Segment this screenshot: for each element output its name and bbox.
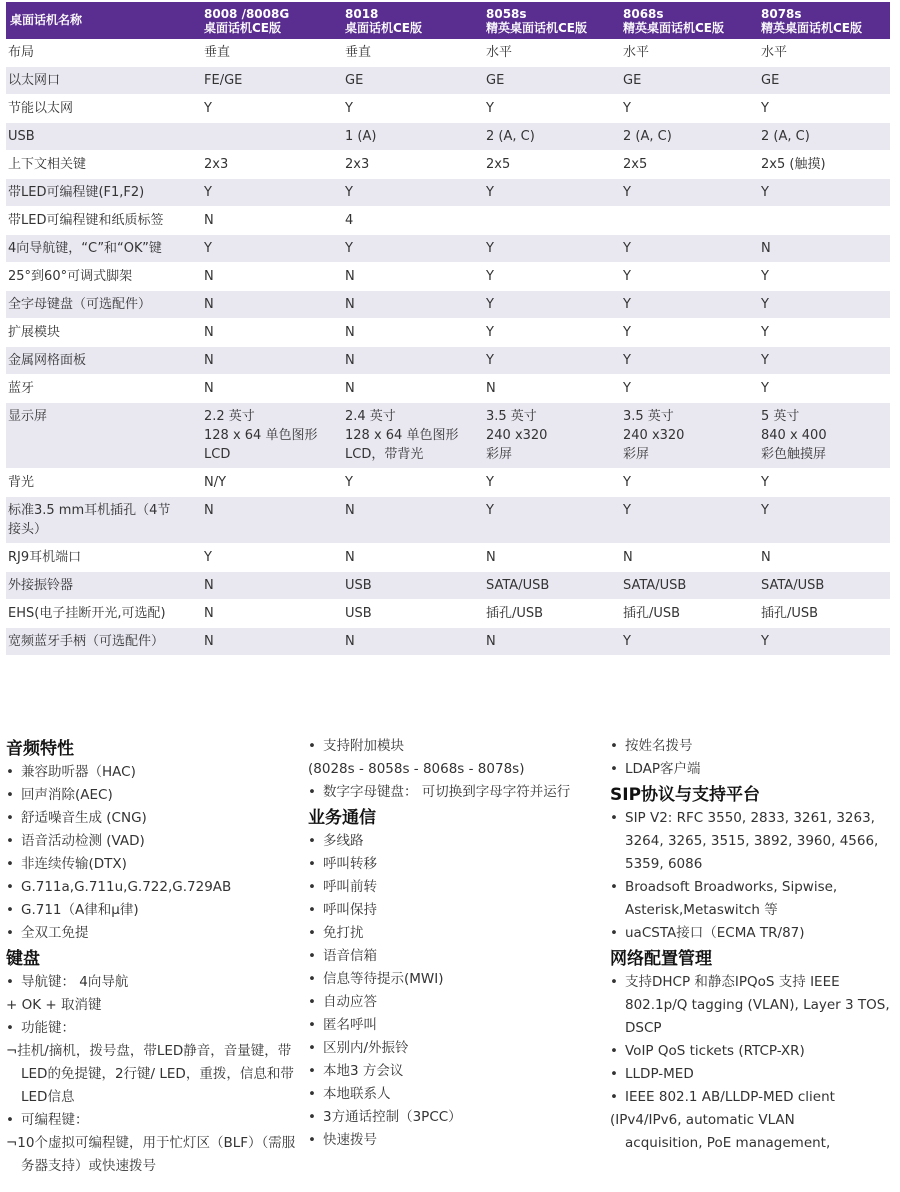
table-row xyxy=(6,67,890,95)
table-cell: N xyxy=(341,544,482,572)
bullet: • xyxy=(308,879,316,895)
list-item-text: 回声消除(AEC) xyxy=(21,787,113,803)
table-cell: 2 (A, C) xyxy=(619,123,757,151)
table-cell: 水平 xyxy=(619,39,757,67)
table-cell: Y xyxy=(200,179,341,207)
table-cell: N xyxy=(341,347,482,375)
list-item xyxy=(308,1083,600,1106)
table-row xyxy=(6,95,890,123)
list-item xyxy=(610,1040,892,1063)
list-item-text: G.711（A律和μ律) xyxy=(21,902,139,918)
row-label: 蓝牙 xyxy=(6,375,200,403)
table-cell: N xyxy=(200,263,341,291)
list-item-text: SIP V2: RFC 3550, 2833, 3261, 3263, 3264, 3265, 3515, 3892, 3960, 4566, 5359, 6086 xyxy=(625,810,879,872)
table-cell: 2x5 (触摸) xyxy=(757,151,890,179)
bullet: • xyxy=(6,764,14,780)
addon-models: (8028s - 8058s - 8068s - 8078s) xyxy=(308,761,525,777)
header-line: 精英桌面话机CE版 xyxy=(761,21,863,35)
list-item xyxy=(308,735,600,758)
table-row xyxy=(6,39,890,67)
bullet: • xyxy=(308,925,316,941)
list-item-text: 舒适噪音生成 (CNG) xyxy=(21,810,147,826)
table-cell: Y xyxy=(200,95,341,123)
list-item xyxy=(6,1109,296,1132)
list-item-text: 本地3 方会议 xyxy=(323,1063,404,1079)
table-row xyxy=(6,123,890,151)
list-item xyxy=(6,830,296,853)
bullet: • xyxy=(308,994,316,1010)
bullet: • xyxy=(308,902,316,918)
table-cell: N xyxy=(757,235,890,263)
table-cell: 垂直 xyxy=(200,39,341,67)
table-cell: SATA/USB xyxy=(482,572,619,600)
table-row xyxy=(6,403,890,469)
row-label: 节能以太网 xyxy=(6,95,200,123)
bullet: • xyxy=(308,1132,316,1148)
table-cell: Y xyxy=(757,319,890,347)
table-cell xyxy=(482,207,619,235)
table-cell: Y xyxy=(757,291,890,319)
table-cell: GE xyxy=(482,67,619,95)
list-item xyxy=(6,761,296,784)
table-cell: N xyxy=(200,497,341,544)
table-cell: Y xyxy=(482,347,619,375)
list-item xyxy=(6,899,296,922)
list-item-text: VoIP QoS tickets (RTCP-XR) xyxy=(625,1043,805,1059)
network-tail-line1: (IPv4/IPv6, automatic VLAN xyxy=(610,1112,795,1128)
header-line: 8018 xyxy=(345,7,379,21)
row-label: 带LED可编程键和纸质标签 xyxy=(6,207,200,235)
bullet: • xyxy=(308,738,316,754)
table-cell: 水平 xyxy=(482,39,619,67)
list-item xyxy=(610,876,892,922)
table-cell: 2 (A, C) xyxy=(757,123,890,151)
table-cell: Y xyxy=(482,263,619,291)
network-tail-line2: acquisition, PoE management, xyxy=(625,1135,831,1151)
audio-feature-list xyxy=(6,761,296,945)
table-cell: Y xyxy=(619,179,757,207)
row-label: 带LED可编程键(F1,F2) xyxy=(6,179,200,207)
table-row xyxy=(6,347,890,375)
table-cell: Y xyxy=(619,469,757,497)
table-cell: 1 (A) xyxy=(341,123,482,151)
list-item-text: 多线路 xyxy=(323,833,364,849)
list-item xyxy=(308,899,600,922)
table-cell: Y xyxy=(757,497,890,544)
row-label: 布局 xyxy=(6,39,200,67)
table-header-row xyxy=(6,2,890,39)
list-item-text: 区别内/外振铃 xyxy=(323,1040,409,1056)
row-label: 4向导航键，“C”和“OK”键 xyxy=(6,235,200,263)
table-cell: Y xyxy=(482,469,619,497)
table-cell: SATA/USB xyxy=(757,572,890,600)
table-cell: N xyxy=(200,572,341,600)
list-item xyxy=(308,968,600,991)
table-cell: N xyxy=(341,291,482,319)
table-row xyxy=(6,235,890,263)
table-cell: 2x5 xyxy=(482,151,619,179)
addon-module: 支持附加模块 xyxy=(323,738,404,754)
list-item-text: 信息等待提示(MWI) xyxy=(323,971,444,987)
row-label: 金属网格面板 xyxy=(6,347,200,375)
bullet: • xyxy=(6,1020,14,1036)
table-row xyxy=(6,263,890,291)
table-row xyxy=(6,600,890,628)
table-cell: Y xyxy=(200,544,341,572)
table-cell: 2x3 xyxy=(200,151,341,179)
bullet: • xyxy=(308,784,316,800)
table-cell: FE/GE xyxy=(200,67,341,95)
features-column-1 xyxy=(6,735,296,1178)
business-feature-list xyxy=(308,830,600,1152)
table-cell: Y xyxy=(482,95,619,123)
list-item-text: LLDP-MED xyxy=(625,1066,694,1082)
bullet: • xyxy=(610,1043,618,1059)
table-cell: Y xyxy=(619,319,757,347)
table-cell: N xyxy=(200,600,341,628)
features-column-3 xyxy=(610,735,892,1155)
table-cell: N xyxy=(482,628,619,656)
bullet: • xyxy=(610,1089,618,1105)
list-item-text: 呼叫转移 xyxy=(323,856,377,872)
table-cell: Y xyxy=(619,347,757,375)
row-label: 宽频蓝牙手柄（可选配件） xyxy=(6,628,200,656)
table-cell: N xyxy=(200,347,341,375)
table-cell: Y xyxy=(757,95,890,123)
bullet: • xyxy=(308,1086,316,1102)
bullet: • xyxy=(6,833,14,849)
table-cell: N xyxy=(200,207,341,235)
table-cell: Y xyxy=(482,291,619,319)
table-cell xyxy=(619,207,757,235)
header-cell xyxy=(757,2,890,39)
table-row xyxy=(6,628,890,656)
header-cell xyxy=(341,2,482,39)
list-item-text: G.711a,G.711u,G.722,G.729AB xyxy=(21,879,232,895)
header-line: 桌面话机名称 xyxy=(10,13,83,27)
list-item xyxy=(308,1129,600,1152)
row-label: 25°到60°可调式脚架 xyxy=(6,263,200,291)
row-label: 外接振铃器 xyxy=(6,572,200,600)
bullet: • xyxy=(308,1109,316,1125)
table-cell: Y xyxy=(200,235,341,263)
table-cell: N xyxy=(341,319,482,347)
list-item xyxy=(6,784,296,807)
row-label: 显示屏 xyxy=(6,403,200,469)
row-label: RJ9耳机端口 xyxy=(6,544,200,572)
list-item-text: 支持DHCP 和静态IPQoS 支持 IEEE 802.1p/Q tagging (VLAN), Layer 3 TOS, DSCP xyxy=(625,974,890,1036)
bullet: • xyxy=(308,948,316,964)
table-cell: 3.5 英寸 240 x320 彩屏 xyxy=(619,403,757,469)
list-item-text: 自动应答 xyxy=(323,994,377,1010)
table-cell: GE xyxy=(341,67,482,95)
list-item-text: IEEE 802.1 AB/LLDP-MED client xyxy=(625,1089,835,1105)
row-label: EHS(电子挂断开光,可选配) xyxy=(6,600,200,628)
table-cell: Y xyxy=(757,179,890,207)
table-body xyxy=(6,39,890,656)
table-cell: N xyxy=(200,375,341,403)
table-cell: 水平 xyxy=(757,39,890,67)
header-line: 桌面话机CE版 xyxy=(204,21,282,35)
header-line: 8068s xyxy=(623,7,664,21)
table-cell: 2x5 xyxy=(619,151,757,179)
keypad-func-label: 功能键： xyxy=(21,1020,75,1036)
row-label: 背光 xyxy=(6,469,200,497)
table-cell: N xyxy=(341,497,482,544)
row-label: USB xyxy=(6,123,200,151)
table-cell: N xyxy=(619,544,757,572)
table-cell: 2x3 xyxy=(341,151,482,179)
table-row xyxy=(6,375,890,403)
table-cell: USB xyxy=(341,600,482,628)
bullet: • xyxy=(6,856,14,872)
table-cell: Y xyxy=(619,95,757,123)
header-line: 精英桌面话机CE版 xyxy=(486,21,588,35)
list-item-text: LDAP客户端 xyxy=(625,761,701,777)
list-item xyxy=(308,1060,600,1083)
table-cell: USB xyxy=(341,572,482,600)
header-line: 8058s xyxy=(486,7,527,21)
list-item-text: 非连续传输(DTX) xyxy=(21,856,127,872)
table-cell: N xyxy=(200,628,341,656)
table-cell: 2 (A, C) xyxy=(482,123,619,151)
table-row xyxy=(6,469,890,497)
row-label: 上下文相关键 xyxy=(6,151,200,179)
table-cell: Y xyxy=(482,179,619,207)
list-item xyxy=(308,1014,600,1037)
sip-feature-list xyxy=(610,807,892,945)
section-title-network: 网络配置管理 xyxy=(610,949,712,969)
header-line: 8008 /8008G xyxy=(204,7,290,21)
list-item xyxy=(610,971,892,1040)
keypad-nav: 导航键： 4向导航 xyxy=(21,974,129,990)
table-cell: 2.4 英寸 128 x 64 单色图形 LCD，带背光 xyxy=(341,403,482,469)
table-cell: Y xyxy=(482,235,619,263)
table-cell: Y xyxy=(757,263,890,291)
list-item xyxy=(610,1086,892,1109)
table-row xyxy=(6,572,890,600)
table-cell: Y xyxy=(757,628,890,656)
list-item xyxy=(6,971,296,994)
list-item xyxy=(6,1017,296,1040)
table-cell: 4 xyxy=(341,207,482,235)
header-cell xyxy=(482,2,619,39)
bullet: • xyxy=(610,879,618,895)
table-cell: GE xyxy=(619,67,757,95)
bullet: • xyxy=(308,971,316,987)
keypad-func-detail: ¬挂机/摘机，拨号盘，带LED静音，音量键，带LED的免提键，2行键/ LED，重拨，信息和带LED信息 xyxy=(6,1043,294,1105)
comparison-table xyxy=(6,2,890,656)
bullet: • xyxy=(308,1040,316,1056)
list-item xyxy=(610,807,892,876)
table-cell: N/Y xyxy=(200,469,341,497)
table-cell: Y xyxy=(341,95,482,123)
header-cell xyxy=(619,2,757,39)
table-cell: N xyxy=(200,319,341,347)
table-cell: 5 英寸 840 x 400 彩色触摸屏 xyxy=(757,403,890,469)
list-item xyxy=(610,922,892,945)
table-cell: 插孔/USB xyxy=(619,600,757,628)
directory-feature-list xyxy=(610,735,892,781)
features-column-2 xyxy=(308,735,600,1152)
list-item xyxy=(308,830,600,853)
bullet: • xyxy=(610,1066,618,1082)
table-cell: 3.5 英寸 240 x320 彩屏 xyxy=(482,403,619,469)
list-item xyxy=(308,876,600,899)
list-item-text: 语音信箱 xyxy=(323,948,377,964)
table-cell: 插孔/USB xyxy=(482,600,619,628)
table-cell: Y xyxy=(619,497,757,544)
keypad-ok: + OK + 取消键 xyxy=(6,997,102,1013)
table-cell: N xyxy=(341,628,482,656)
row-label: 扩展模块 xyxy=(6,319,200,347)
table-cell: GE xyxy=(757,67,890,95)
section-title-audio: 音频特性 xyxy=(6,739,74,759)
header-line: 8078s xyxy=(761,7,802,21)
table-cell: Y xyxy=(341,469,482,497)
table-cell xyxy=(200,123,341,151)
list-item xyxy=(308,1037,600,1060)
list-item xyxy=(610,758,892,781)
list-item-text: 呼叫保持 xyxy=(323,902,377,918)
table-cell: N xyxy=(482,544,619,572)
bullet: • xyxy=(6,974,14,990)
bullet: • xyxy=(308,1063,316,1079)
list-item-text: 语音活动检测 (VAD) xyxy=(21,833,145,849)
bullet: • xyxy=(308,1017,316,1033)
list-item-text: 免打扰 xyxy=(323,925,364,941)
table-cell: Y xyxy=(482,497,619,544)
bullet: • xyxy=(6,1112,14,1128)
table-cell: Y xyxy=(619,291,757,319)
table-row xyxy=(6,179,890,207)
list-item xyxy=(308,781,600,804)
bullet: • xyxy=(6,902,14,918)
list-item xyxy=(308,991,600,1014)
header-line: 精英桌面话机CE版 xyxy=(623,21,725,35)
table-row xyxy=(6,151,890,179)
bullet: • xyxy=(6,787,14,803)
bullet: • xyxy=(308,856,316,872)
bullet: • xyxy=(610,738,618,754)
row-label: 标准3.5 mm耳机插孔（4节 接头） xyxy=(6,497,200,544)
header-cell xyxy=(200,2,341,39)
list-item-text: 匿名呼叫 xyxy=(323,1017,377,1033)
table-cell xyxy=(757,207,890,235)
bullet: • xyxy=(308,833,316,849)
table-cell: N xyxy=(341,375,482,403)
list-item xyxy=(6,922,296,945)
list-item-text: uaCSTA接口（ECMA TR/87) xyxy=(625,925,805,941)
table-cell: 垂直 xyxy=(341,39,482,67)
section-title-sip: SIP协议与支持平台 xyxy=(610,785,761,805)
section-title-business: 业务通信 xyxy=(308,808,376,828)
table-cell: Y xyxy=(482,319,619,347)
list-item-text: Broadsoft Broadworks, Sipwise, Asterisk,Metaswitch 等 xyxy=(625,879,838,918)
table-cell: Y xyxy=(341,179,482,207)
list-item-text: 3方通话控制（3PCC） xyxy=(323,1109,462,1125)
list-item xyxy=(6,853,296,876)
bullet: • xyxy=(610,761,618,777)
list-item-text: 全双工免提 xyxy=(21,925,89,941)
table-cell: Y xyxy=(341,235,482,263)
table-cell: N xyxy=(482,375,619,403)
table-cell: 插孔/USB xyxy=(757,600,890,628)
table-cell: 2.2 英寸 128 x 64 单色图形 LCD xyxy=(200,403,341,469)
table-row xyxy=(6,319,890,347)
table-cell: Y xyxy=(619,263,757,291)
list-item-text: 本地联系人 xyxy=(323,1086,391,1102)
table-row xyxy=(6,497,890,544)
bullet: • xyxy=(6,810,14,826)
table-row xyxy=(6,544,890,572)
table-cell: Y xyxy=(757,375,890,403)
list-item xyxy=(610,1063,892,1086)
bullet: • xyxy=(610,810,618,826)
bullet: • xyxy=(610,925,618,941)
list-item xyxy=(610,735,892,758)
bullet: • xyxy=(6,879,14,895)
list-item xyxy=(308,853,600,876)
table-cell: N xyxy=(200,291,341,319)
alnum-keypad: 数字字母键盘： 可切换到字母字符并运行 xyxy=(323,784,571,800)
keypad-prog-label: 可编程键： xyxy=(21,1112,89,1128)
table-row xyxy=(6,291,890,319)
row-label: 以太网口 xyxy=(6,67,200,95)
row-label: 全字母键盘（可选配件） xyxy=(6,291,200,319)
table-cell: Y xyxy=(619,628,757,656)
list-item-text: 快速拨号 xyxy=(323,1132,377,1148)
list-item xyxy=(308,945,600,968)
table-cell: N xyxy=(341,263,482,291)
list-item xyxy=(308,922,600,945)
list-item-text: 呼叫前转 xyxy=(323,879,377,895)
table-cell: Y xyxy=(757,469,890,497)
section-title-keypad: 键盘 xyxy=(6,949,40,969)
table-cell: SATA/USB xyxy=(619,572,757,600)
header-cell xyxy=(6,2,200,39)
list-item xyxy=(6,807,296,830)
list-item-text: 按姓名拨号 xyxy=(625,738,693,754)
list-item-text: 兼容助听器（HAC) xyxy=(21,764,136,780)
keypad-prog-detail: ¬10个虚拟可编程键，用于忙灯区（BLF）（需服务器支持）或快速拨号 xyxy=(6,1135,296,1174)
table-cell: Y xyxy=(619,235,757,263)
table-cell: N xyxy=(757,544,890,572)
network-feature-list xyxy=(610,971,892,1109)
bullet: • xyxy=(610,974,618,990)
list-item xyxy=(308,1106,600,1129)
table-cell: Y xyxy=(619,375,757,403)
list-item xyxy=(6,876,296,899)
table-cell: Y xyxy=(757,347,890,375)
header-line: 桌面话机CE版 xyxy=(345,21,423,35)
table-row xyxy=(6,207,890,235)
bullet: • xyxy=(6,925,14,941)
